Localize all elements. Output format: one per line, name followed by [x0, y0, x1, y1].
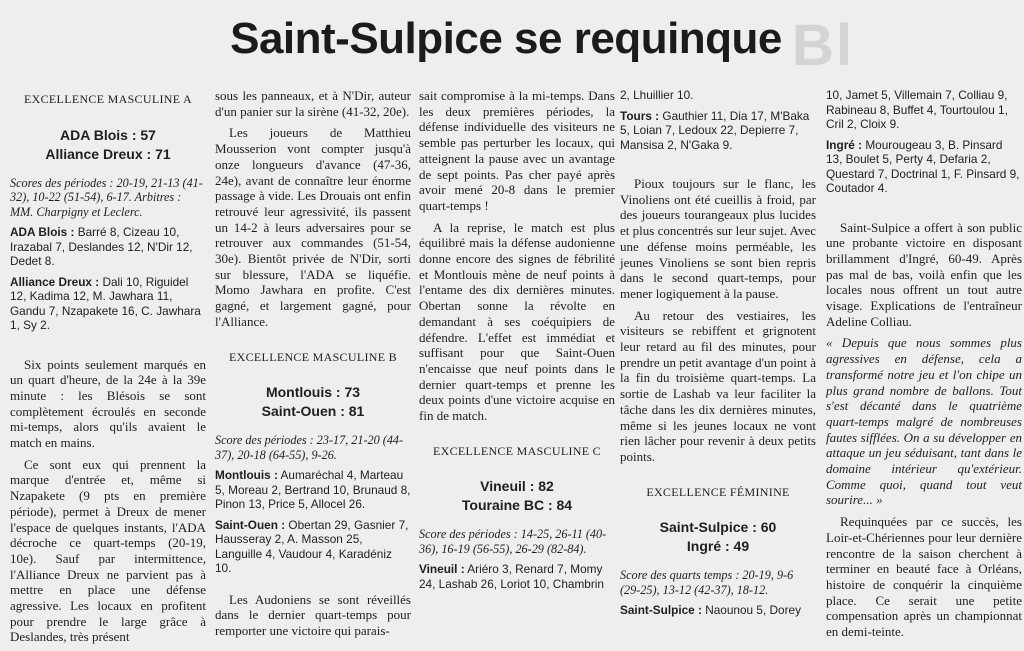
column-5	[826, 88, 1022, 646]
score-home: Saint-Sulpice : 60	[659, 519, 777, 536]
article-body	[620, 176, 816, 465]
ghost-heading: Bl	[792, 13, 854, 78]
section-head-excellence-c: EXCELLENCE MASCULINE C	[433, 443, 601, 458]
players: Ariéro 3, Renard 7, Momy 24, Lashab 26, Loriot 10, Chambrin	[419, 562, 604, 591]
paragraph: sait compromise à la mi-temps. Dans les deux premières périodes, la défense individuelle des visiteurs ne semble pas perturber les locaux, qui atteignent la pause avec un avantage de sept points. Pas cher payé après avoir mené 20-8 dans le premier quart-temps !	[419, 88, 615, 213]
period-scores: Scores des périodes : 20-19, 21-13 (41-32), 10-22 (51-54), 6-17. Arbitres : MM. Charpigny et Leclerc.	[10, 175, 203, 219]
team-name: Ingré :	[826, 137, 863, 152]
team-name: Montlouis :	[215, 468, 278, 483]
score-away: Touraine BC : 84	[461, 497, 573, 514]
score-block	[419, 477, 615, 515]
players: Mourougeau 3, B. Pinsard 13, Boulet 5, Perty 4, Defaria 2, Questard 7, Doctrinal 1, F. Pinsard 9, Coutador 4.	[826, 137, 1020, 195]
article-body	[215, 88, 411, 330]
paragraph: Les joueurs de Matthieu Mousserion vont compter jusqu'à onze longueurs d'avance (47-36, 24e), avant de connaître leur énorme passage à vide. Les Drouais ont enfin retrouvé leur agressivité, ils passent un 14-2 à leurs adversaires pour se retrouver aux commandes (51-54, 30e). Bientôt privée de N'Dir, sorti sur blessure, l'ADA se liquéfie. Momo Jawhara en profite. C'est gagné, et largement gagné, pour l'Alliance.	[215, 125, 411, 329]
period-scores: Score des périodes : 23-17, 21-20 (44-37), 20-18 (64-55), 9-26.	[215, 433, 404, 462]
paragraph: A la reprise, le match est plus équilibré mais la défense audonienne donne encore des signes de fébrilité et Montlouis mène de neuf points à l'entame des dix dernières minutes. Obertan sonne la révolte en demandant à ses coéquipiers de défendre. L'effet est immédiat et suffisant pour que Saint-Ouen n'encaisse que neuf points dans le dernier quart-temps et prenne les deux points d'une victoire acquise en fin de match.	[419, 219, 615, 424]
paragraph: Six points seulement marqués en un quart d'heure, de la 24e à la 39e minute : les Blésois se sont complètement écroulés en seconde mi-temps, alors qu'ils avaient le match en mains.	[10, 356, 206, 451]
paragraph: Pioux toujours sur le flanc, les Vinoliens ont été cueillis à froid, par des joueurs tourangeaux plus lucides et plus concentrés sur leur sujet. Avec une défense moins perméable, les jeunes Vinoliens se sont bien repris dans le second quart-temps, pour mener logiquement à la pause.	[620, 176, 816, 301]
period-scores: Score des périodes : 14-25, 26-11 (40-36), 16-19 (56-55), 26-29 (82-84).	[419, 527, 607, 556]
player-list	[215, 518, 411, 576]
score-block	[215, 383, 411, 421]
section-head-excellence-a: EXCELLENCE MASCULINE A	[24, 92, 192, 106]
team-name: Alliance Dreux :	[10, 274, 100, 289]
player-list	[826, 88, 1022, 132]
score-away: Saint-Ouen : 81	[261, 403, 365, 420]
players: Dali 10, Riguidel 12, Kadima 12, M. Jawhara 11, Gandu 7, Nzapakete 16, C. Jawhara 1, Sy 2.	[10, 274, 201, 332]
players: 10, Jamet 5, Villemain 7, Colliau 9, Rabineau 8, Buffet 4, Tourtoulou 1, Cril 2, Cloix 9.	[826, 88, 1008, 131]
section-head-excellence-b: EXCELLENCE MASCULINE B	[229, 349, 397, 364]
team-name: Saint-Ouen :	[215, 517, 286, 532]
players: Barré 8, Cizeau 10, Irazabal 7, Deslandes 12, N'Dir 12, Dedet 8.	[10, 225, 193, 268]
players: Obertan 29, Gasnier 7, Hausseray 2, A. Masson 25, Languille 4, Vaudour 4, Karadéniz 10.	[215, 517, 409, 576]
score-home: Montlouis : 73	[265, 384, 361, 401]
team-name: Vineuil :	[419, 562, 465, 577]
player-list	[620, 109, 816, 153]
team-name: Tours :	[620, 108, 660, 123]
player-list	[10, 275, 206, 333]
quote-paragraph: « Depuis que nous sommes plus agressives en défense, cela a transformé notre jeu et l'on chipe un plus grand nombre de ballons. Tout s'est décanté dans le quatrième quart-temps malgré de nombreuses fautes sifflées. On a su développer en attaque un jeu séduisant, tant dans le domaine intérieur qu'extérieur. Comme quoi, quand tout veut sourire... »	[826, 335, 1022, 508]
paragraph: Au retour des vestiaires, les visiteurs se rebiffent et grignotent leur retard au fil des minutes, pour prendre un petit avantage d'un point à la fin du troisième quart-temps. La sortie de Lashab va leur faciliter la tâche dans les dix dernières minutes, même si les jeunes locaux ne vont rien lâcher pour revenir à deux petits points.	[620, 307, 816, 464]
player-list	[620, 88, 816, 103]
paragraph: Ce sont eux qui prennent la marque d'entrée et, même si Nzapakete (9 pts en première période), permet à Dreux de mener l'espace de quelques instants, l'ADA décroche ce quart-temps (20-19, 10e). Sauf par intermittence, l'Alliance Dreux ne parvient pas à mettre en place une défense agressive. Les locaux en profitent pour prendre le large grâce à Deslandes, très présent	[10, 456, 206, 645]
section-head-excellence-feminine: EXCELLENCE FÉMININE	[646, 484, 790, 499]
player-list	[826, 138, 1022, 196]
paragraph: sous les panneaux, et à N'Dir, auteur d'un panier sur la sirène (41-32, 20e).	[215, 88, 411, 119]
headline: Saint-Sulpice se requinque	[230, 14, 782, 63]
score-block	[620, 518, 816, 556]
column-4	[620, 88, 816, 624]
player-list	[419, 562, 615, 591]
column-1	[10, 88, 206, 651]
paragraph: Requinquées par ce succès, les Loir-et-Chériennes pour leur dernière rencontre de la saison cherchent à terminer en beauté face à Orléans, histoire de conquérir la cinquième place. Ce serait une petite compensation après un championnat en demi-teinte.	[826, 514, 1022, 640]
score-home: Vineuil : 82	[480, 478, 554, 495]
team-name: Saint-Sulpice :	[620, 603, 702, 618]
score-away: Ingré : 49	[686, 538, 750, 555]
column-2	[215, 88, 411, 645]
article-body	[10, 357, 206, 646]
player-list	[620, 603, 816, 618]
score-away: Alliance Dreux : 71	[45, 145, 171, 162]
article-body	[826, 220, 1022, 640]
player-list	[215, 468, 411, 512]
players: Aumaréchal 4, Marteau 5, Moreau 2, Bertrand 10, Brunaud 8, Pinon 13, Price 5, Allocel 26.	[215, 468, 411, 512]
paragraph: Les Audoniens se sont réveillés dans le dernier quart-temps pour remporter une victoire qui parais-	[215, 591, 411, 638]
players: Gauthier 11, Dia 17, M'Baka 5, Loian 7, Ledoux 22, Depierre 7, Mansisa 2, N'Gaka 9.	[620, 108, 810, 152]
score-block	[10, 126, 206, 164]
article-body	[215, 592, 411, 639]
paragraph: Saint-Sulpice a offert à son public une probante victoire en disposant brillamment d'Ingré, 60-49. Après pas mal de bas, voilà enfin que les locales nous offrent un tout autre visage. Explications de l'entraîneur Adeline Colliau.	[826, 219, 1022, 329]
period-scores: Score des quarts temps : 20-19, 9-6 (29-25), 13-12 (42-37), 18-12.	[620, 568, 794, 597]
column-3	[419, 88, 615, 597]
player-list	[10, 225, 206, 269]
article-body	[419, 88, 615, 424]
players: Naounou 5, Dorey	[701, 603, 801, 618]
team-name: ADA Blois :	[10, 225, 75, 239]
players: 2, Lhuillier 10.	[620, 88, 694, 102]
score-home: ADA Blois : 57	[60, 126, 156, 143]
